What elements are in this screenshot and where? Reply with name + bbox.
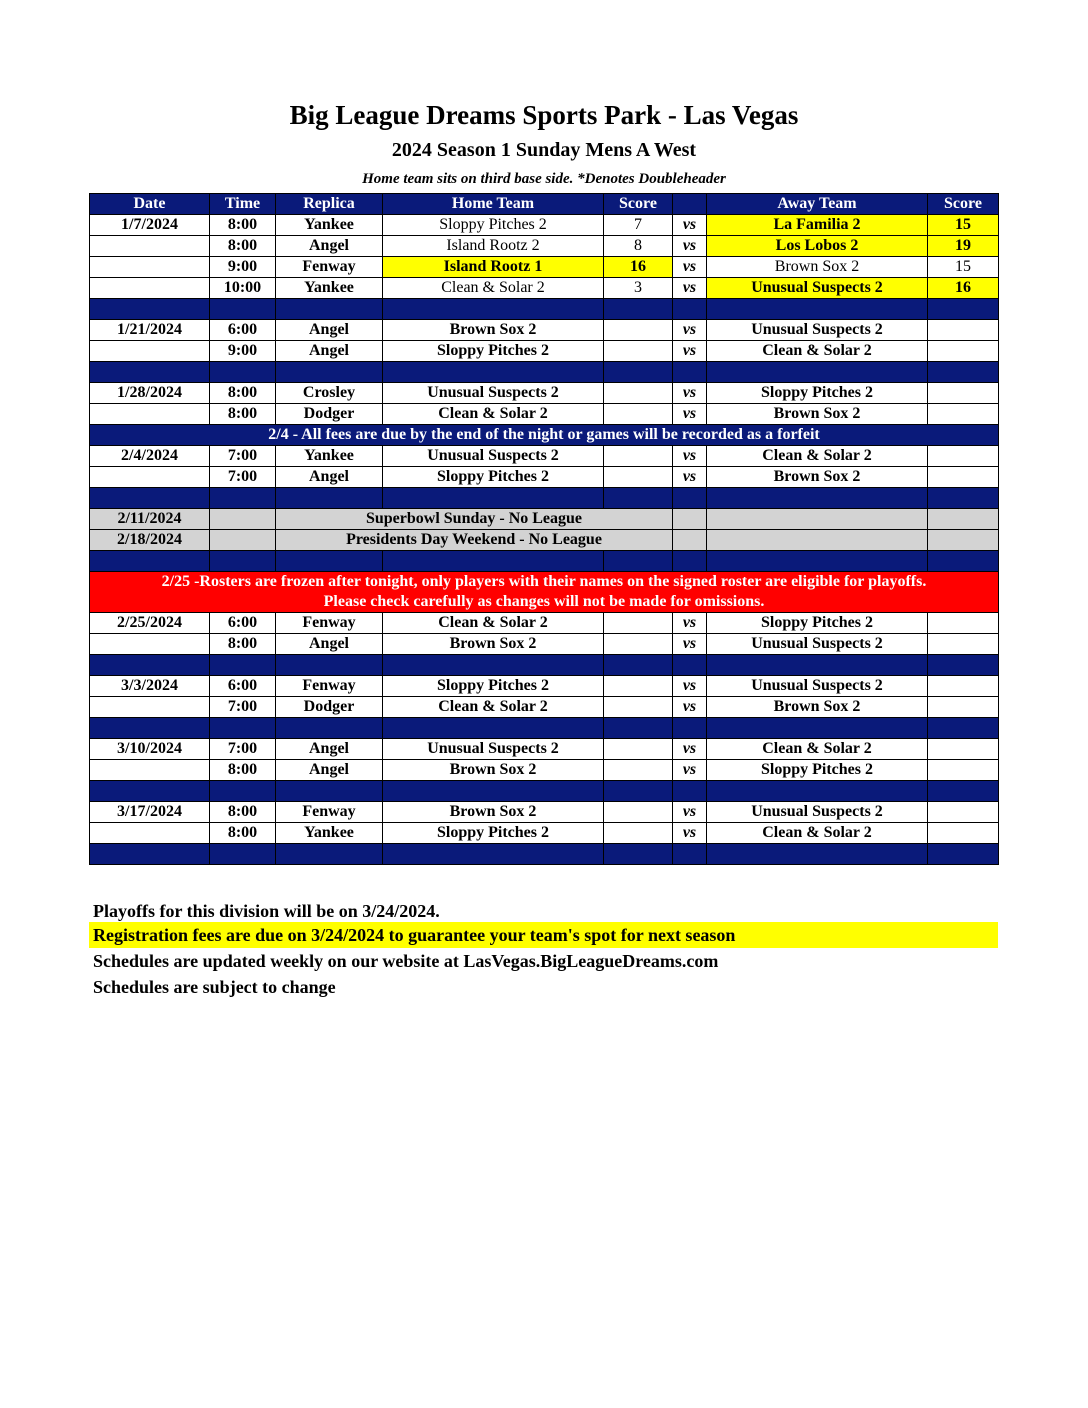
time-cell <box>210 530 276 551</box>
game-row <box>90 802 999 823</box>
date-cell <box>90 467 210 488</box>
replica-cell: Yankee <box>276 278 383 299</box>
spacer-cell <box>673 551 707 572</box>
time-cell: 8:00 <box>210 383 276 404</box>
spacer-cell <box>276 781 383 802</box>
time-cell: 10:00 <box>210 278 276 299</box>
replica-cell: Fenway <box>276 257 383 278</box>
game-row <box>90 467 999 488</box>
spacer-cell <box>707 718 928 739</box>
home-score-cell <box>604 802 673 823</box>
vs-cell: vs <box>673 697 707 718</box>
spacer-cell <box>707 362 928 383</box>
spacer-cell <box>604 488 673 509</box>
home-score-cell: 16 <box>604 257 673 278</box>
no-league-row <box>90 530 999 551</box>
home-team-cell: Sloppy Pitches 2 <box>383 823 604 844</box>
game-row <box>90 404 999 425</box>
home-score-cell <box>604 467 673 488</box>
home-score-cell: 7 <box>604 215 673 236</box>
spacer-cell <box>383 844 604 865</box>
time-cell: 8:00 <box>210 823 276 844</box>
game-row <box>90 215 999 236</box>
game-row <box>90 236 999 257</box>
date-cell: 3/10/2024 <box>90 739 210 760</box>
date-cell: 3/17/2024 <box>90 802 210 823</box>
spacer-row <box>90 362 999 383</box>
spacer-cell <box>604 844 673 865</box>
spacer-cell <box>673 655 707 676</box>
date-cell <box>90 634 210 655</box>
away-score-cell: 15 <box>928 257 999 278</box>
spacer-cell <box>276 718 383 739</box>
schedule-body <box>90 215 999 865</box>
spacer-cell <box>604 718 673 739</box>
time-cell: 8:00 <box>210 760 276 781</box>
home-score-cell: 3 <box>604 278 673 299</box>
spacer-cell <box>707 488 928 509</box>
home-team-cell: Sloppy Pitches 2 <box>383 676 604 697</box>
game-row <box>90 760 999 781</box>
spacer-cell <box>276 299 383 320</box>
away-team-cell: Brown Sox 2 <box>707 697 928 718</box>
spacer-cell <box>210 488 276 509</box>
spacer-cell <box>604 781 673 802</box>
vs-cell: vs <box>673 320 707 341</box>
away-team-cell: Brown Sox 2 <box>707 257 928 278</box>
replica-cell: Yankee <box>276 215 383 236</box>
away-team-cell: Unusual Suspects 2 <box>707 676 928 697</box>
date-cell <box>90 341 210 362</box>
away-team-cell: Sloppy Pitches 2 <box>707 760 928 781</box>
home-team-cell: Island Rootz 2 <box>383 236 604 257</box>
col-header-away-team: Away Team <box>707 194 928 215</box>
spacer-cell <box>383 488 604 509</box>
date-cell: 1/7/2024 <box>90 215 210 236</box>
replica-cell: Fenway <box>276 613 383 634</box>
home-team-cell: Clean & Solar 2 <box>383 278 604 299</box>
col-header-home-score: Score <box>604 194 673 215</box>
home-score-cell <box>604 446 673 467</box>
spacer-cell <box>604 655 673 676</box>
replica-cell: Fenway <box>276 676 383 697</box>
home-team-cell: Brown Sox 2 <box>383 802 604 823</box>
time-cell: 6:00 <box>210 320 276 341</box>
fee-notice-row <box>90 425 999 446</box>
spacer-cell <box>383 551 604 572</box>
replica-cell: Angel <box>276 341 383 362</box>
time-cell: 7:00 <box>210 739 276 760</box>
away-score-cell: 19 <box>928 236 999 257</box>
replica-cell: Angel <box>276 739 383 760</box>
spacer-cell <box>276 362 383 383</box>
time-cell: 7:00 <box>210 697 276 718</box>
replica-cell: Angel <box>276 760 383 781</box>
away-score-cell <box>928 404 999 425</box>
date-cell: 1/21/2024 <box>90 320 210 341</box>
time-cell: 6:00 <box>210 613 276 634</box>
spacer-cell <box>707 551 928 572</box>
vs-cell: vs <box>673 278 707 299</box>
home-team-cell: Unusual Suspects 2 <box>383 739 604 760</box>
away-score-cell <box>928 739 999 760</box>
spacer-cell <box>276 844 383 865</box>
game-row <box>90 613 999 634</box>
date-cell: 2/4/2024 <box>90 446 210 467</box>
spacer-cell <box>383 362 604 383</box>
spacer-cell <box>928 299 999 320</box>
home-score-cell <box>604 320 673 341</box>
time-cell: 9:00 <box>210 257 276 278</box>
schedule-note: Home team sits on third base side. *Denotes Doubleheader <box>362 171 726 187</box>
spacer-cell <box>90 551 210 572</box>
spacer-cell <box>707 844 928 865</box>
date-cell: 2/25/2024 <box>90 613 210 634</box>
away-score-cell <box>928 446 999 467</box>
time-cell: 7:00 <box>210 446 276 467</box>
spacer-cell <box>707 299 928 320</box>
vs-cell: vs <box>673 215 707 236</box>
spacer-cell <box>210 718 276 739</box>
home-score-cell <box>604 383 673 404</box>
away-score-cell <box>928 341 999 362</box>
spacer-cell <box>210 299 276 320</box>
roster-notice-row <box>90 572 999 613</box>
home-team-cell: Brown Sox 2 <box>383 760 604 781</box>
spacer-cell <box>210 362 276 383</box>
page-subtitle: 2024 Season 1 Sunday Mens A West <box>391 139 697 161</box>
col-header-date: Date <box>90 194 210 215</box>
away-team-cell: Unusual Suspects 2 <box>707 278 928 299</box>
spacer-cell <box>707 655 928 676</box>
spacer-cell <box>673 362 707 383</box>
home-score-cell: 8 <box>604 236 673 257</box>
spacer-cell <box>210 844 276 865</box>
game-row <box>90 383 999 404</box>
spacer-cell <box>604 551 673 572</box>
home-score-cell <box>604 634 673 655</box>
away-score-cell <box>928 383 999 404</box>
away-score-cell <box>928 634 999 655</box>
away-score-cell <box>928 320 999 341</box>
table-header-row <box>90 194 999 215</box>
home-score-cell <box>604 341 673 362</box>
away-score-cell <box>928 802 999 823</box>
time-cell: 6:00 <box>210 676 276 697</box>
vs-cell: vs <box>673 341 707 362</box>
game-row <box>90 257 999 278</box>
date-cell: 2/18/2024 <box>90 530 210 551</box>
date-cell <box>90 823 210 844</box>
vs-cell: vs <box>673 257 707 278</box>
col-header-home-team: Home Team <box>383 194 604 215</box>
spacer-row <box>90 781 999 802</box>
away-score-cell: 15 <box>928 215 999 236</box>
vs-cell: vs <box>673 739 707 760</box>
page-title: Big League Dreams Sports Park - Las Vegas <box>289 100 799 130</box>
game-row <box>90 446 999 467</box>
playoffs-note: Playoffs for this division will be on 3/24/2024. <box>93 901 440 921</box>
away-team-cell: Unusual Suspects 2 <box>707 634 928 655</box>
away-team-cell: Brown Sox 2 <box>707 404 928 425</box>
home-score-cell <box>604 404 673 425</box>
home-score-cell <box>604 697 673 718</box>
game-row <box>90 739 999 760</box>
game-row <box>90 278 999 299</box>
spacer-cell <box>604 362 673 383</box>
spacer-cell <box>604 299 673 320</box>
no-league-text: Superbowl Sunday - No League <box>276 509 673 530</box>
spacer-cell <box>90 362 210 383</box>
away-score-cell: 16 <box>928 278 999 299</box>
away-team-cell: Sloppy Pitches 2 <box>707 613 928 634</box>
spacer-cell <box>90 781 210 802</box>
vs-cell: vs <box>673 760 707 781</box>
date-cell <box>90 278 210 299</box>
away-score-cell <box>928 676 999 697</box>
time-cell: 7:00 <box>210 467 276 488</box>
replica-cell: Yankee <box>276 823 383 844</box>
vs-cell: vs <box>673 676 707 697</box>
game-row <box>90 676 999 697</box>
home-team-cell: Sloppy Pitches 2 <box>383 215 604 236</box>
away-team-cell: Clean & Solar 2 <box>707 341 928 362</box>
away-score-cell <box>928 509 999 530</box>
home-team-cell: Unusual Suspects 2 <box>383 383 604 404</box>
home-team-cell: Brown Sox 2 <box>383 320 604 341</box>
away-team-cell: Clean & Solar 2 <box>707 739 928 760</box>
spacer-cell <box>210 655 276 676</box>
home-score-cell <box>604 676 673 697</box>
spacer-row <box>90 551 999 572</box>
date-cell <box>90 257 210 278</box>
replica-cell: Dodger <box>276 697 383 718</box>
spacer-cell <box>928 551 999 572</box>
spacer-cell <box>90 718 210 739</box>
away-team-cell: Brown Sox 2 <box>707 467 928 488</box>
date-cell <box>90 236 210 257</box>
away-score-cell <box>928 760 999 781</box>
away-score-cell <box>928 467 999 488</box>
vs-cell <box>673 530 707 551</box>
col-header-away-score: Score <box>928 194 999 215</box>
spacer-cell <box>928 362 999 383</box>
roster-notice-cell <box>90 572 999 613</box>
spacer-cell <box>276 655 383 676</box>
home-team-cell: Clean & Solar 2 <box>383 697 604 718</box>
spacer-cell <box>90 844 210 865</box>
away-team-cell: Los Lobos 2 <box>707 236 928 257</box>
spacer-cell <box>276 488 383 509</box>
spacer-cell <box>673 844 707 865</box>
date-cell <box>90 760 210 781</box>
home-team-cell: Brown Sox 2 <box>383 634 604 655</box>
replica-cell: Dodger <box>276 404 383 425</box>
home-score-cell <box>604 613 673 634</box>
replica-cell: Crosley <box>276 383 383 404</box>
spacer-row <box>90 488 999 509</box>
spacer-cell <box>673 781 707 802</box>
home-team-cell: Sloppy Pitches 2 <box>383 341 604 362</box>
change-note: Schedules are subject to change <box>93 977 336 997</box>
spacer-cell <box>383 655 604 676</box>
away-score-cell <box>928 823 999 844</box>
vs-cell: vs <box>673 383 707 404</box>
replica-cell: Angel <box>276 236 383 257</box>
no-league-text: Presidents Day Weekend - No League <box>276 530 673 551</box>
vs-cell: vs <box>673 802 707 823</box>
game-row <box>90 697 999 718</box>
date-cell <box>90 404 210 425</box>
vs-cell: vs <box>673 467 707 488</box>
vs-cell: vs <box>673 613 707 634</box>
vs-cell: vs <box>673 634 707 655</box>
registration-note: Registration fees are due on 3/24/2024 to guarantee your team's spot for next season <box>89 922 998 948</box>
spacer-cell <box>383 718 604 739</box>
home-team-cell: Clean & Solar 2 <box>383 613 604 634</box>
away-team-cell <box>707 530 928 551</box>
home-team-cell: Unusual Suspects 2 <box>383 446 604 467</box>
spacer-cell <box>383 299 604 320</box>
date-cell <box>90 697 210 718</box>
roster-notice-line1: 2/25 -Rosters are frozen after tonight, only players with their names on the signed roster are eligible for playoffs. <box>161 573 927 590</box>
spacer-cell <box>928 718 999 739</box>
replica-cell: Fenway <box>276 802 383 823</box>
spacer-cell <box>928 844 999 865</box>
home-score-cell <box>604 823 673 844</box>
vs-cell: vs <box>673 823 707 844</box>
time-cell: 8:00 <box>210 404 276 425</box>
date-cell: 3/3/2024 <box>90 676 210 697</box>
game-row <box>90 823 999 844</box>
spacer-cell <box>383 781 604 802</box>
away-team-cell: Clean & Solar 2 <box>707 446 928 467</box>
game-row <box>90 341 999 362</box>
away-score-cell <box>928 613 999 634</box>
spacer-row <box>90 718 999 739</box>
roster-notice-line2: Please check carefully as changes will not be made for omissions. <box>323 593 765 610</box>
no-league-row <box>90 509 999 530</box>
col-header-vs <box>673 194 707 215</box>
col-header-replica: Replica <box>276 194 383 215</box>
spacer-cell <box>210 551 276 572</box>
time-cell: 8:00 <box>210 215 276 236</box>
away-team-cell: Unusual Suspects 2 <box>707 320 928 341</box>
away-team-cell: Clean & Solar 2 <box>707 823 928 844</box>
away-team-cell: La Familia 2 <box>707 215 928 236</box>
spacer-cell <box>90 488 210 509</box>
spacer-cell <box>673 299 707 320</box>
spacer-cell <box>673 718 707 739</box>
spacer-cell <box>90 299 210 320</box>
away-team-cell: Sloppy Pitches 2 <box>707 383 928 404</box>
schedule-table <box>89 193 999 865</box>
spacer-cell <box>707 781 928 802</box>
home-score-cell <box>604 760 673 781</box>
replica-cell: Angel <box>276 467 383 488</box>
home-team-cell: Island Rootz 1 <box>383 257 604 278</box>
away-team-cell <box>707 509 928 530</box>
home-team-cell: Sloppy Pitches 2 <box>383 467 604 488</box>
date-cell: 2/11/2024 <box>90 509 210 530</box>
vs-cell <box>673 509 707 530</box>
home-score-cell <box>604 739 673 760</box>
replica-cell: Angel <box>276 634 383 655</box>
spacer-cell <box>210 781 276 802</box>
spacer-cell <box>276 551 383 572</box>
vs-cell: vs <box>673 236 707 257</box>
spacer-cell <box>928 655 999 676</box>
vs-cell: vs <box>673 446 707 467</box>
time-cell: 9:00 <box>210 341 276 362</box>
time-cell <box>210 509 276 530</box>
spacer-cell <box>928 781 999 802</box>
time-cell: 8:00 <box>210 236 276 257</box>
spacer-row <box>90 655 999 676</box>
spacer-cell <box>928 488 999 509</box>
spacer-row <box>90 299 999 320</box>
spacer-cell <box>90 655 210 676</box>
away-score-cell <box>928 697 999 718</box>
spacer-row <box>90 844 999 865</box>
spacer-cell <box>673 488 707 509</box>
vs-cell: vs <box>673 404 707 425</box>
date-cell: 1/28/2024 <box>90 383 210 404</box>
away-score-cell <box>928 530 999 551</box>
time-cell: 8:00 <box>210 802 276 823</box>
game-row <box>90 634 999 655</box>
home-team-cell: Clean & Solar 2 <box>383 404 604 425</box>
away-team-cell: Unusual Suspects 2 <box>707 802 928 823</box>
col-header-time: Time <box>210 194 276 215</box>
fee-notice-cell: 2/4 - All fees are due by the end of the night or games will be recorded as a forfeit <box>90 425 999 446</box>
game-row <box>90 320 999 341</box>
time-cell: 8:00 <box>210 634 276 655</box>
replica-cell: Yankee <box>276 446 383 467</box>
website-note: Schedules are updated weekly on our website at LasVegas.BigLeagueDreams.com <box>93 951 719 971</box>
replica-cell: Angel <box>276 320 383 341</box>
